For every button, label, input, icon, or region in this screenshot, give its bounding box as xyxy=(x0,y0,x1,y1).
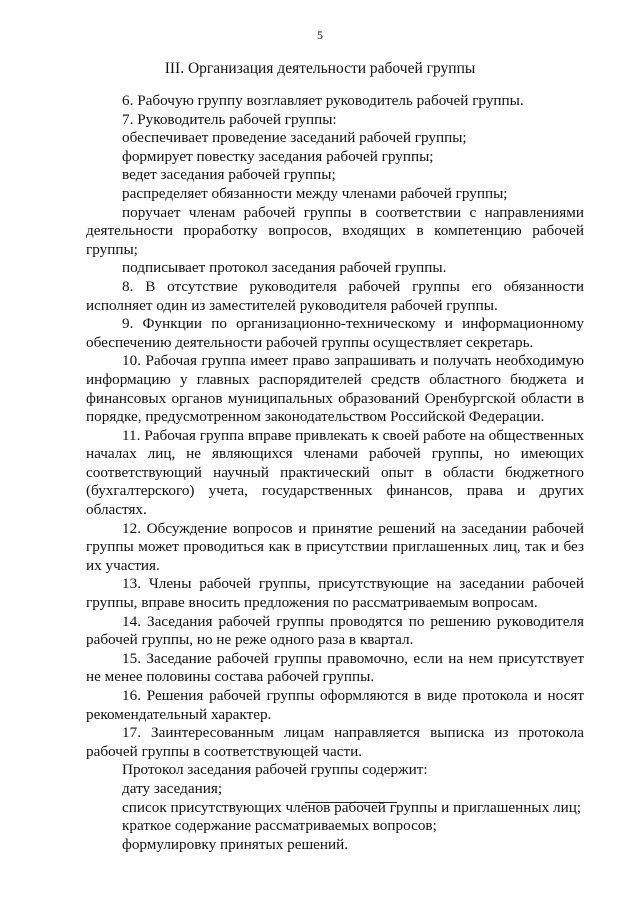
paragraph: 17. Заинтересованным лицам направляется выписка из протокола рабочей группы в соответствующей части. xyxy=(86,724,584,760)
end-separator-line xyxy=(305,802,397,803)
paragraph: 12. Обсуждение вопросов и принятие решений на заседании рабочей группы может проводиться как в присутствии приглашенных лиц, так и без их участия. xyxy=(86,519,584,574)
paragraph: краткое содержание рассматриваемых вопросов; xyxy=(122,817,437,835)
paragraph: обеспечивает проведение заседаний рабочей группы; xyxy=(122,129,467,147)
paragraph: 13. Члены рабочей группы, присутствующие на заседании рабочей группы, вправе вносить предложения по рассматриваемым вопросам. xyxy=(86,575,584,612)
paragraph: подписывает протокол заседания рабочей группы. xyxy=(122,259,447,277)
paragraph: дату заседания; xyxy=(122,779,223,797)
paragraph: формирует повестку заседания рабочей группы; xyxy=(122,147,434,165)
paragraph: 15. Заседание рабочей группы правомочно, если на нем присутствует не менее половины состава рабочей группы. xyxy=(86,649,584,686)
paragraph: 8. В отсутствие руководителя рабочей группы его обязанности исполняет один из заместителей руководителя рабочей группы. xyxy=(86,277,584,314)
section-heading: III. Организация деятельности рабочей группы xyxy=(164,60,476,77)
paragraph: 11. Рабочая группа вправе привлекать к своей работе на общественных началах лиц, не являющихся членами рабочей группы, но имеющих соответствующий научный практический опыт в области бюджетного (бухгалтерского) учета, государственных финансов, права и других областях. xyxy=(86,426,584,519)
paragraph: формулировку принятых решений. xyxy=(122,835,349,853)
page-number: 5 xyxy=(317,28,323,42)
document-body xyxy=(86,92,584,854)
paragraph: распределяет обязанности между членами рабочей группы; xyxy=(122,184,508,202)
paragraph: Протокол заседания рабочей группы содержит: xyxy=(122,761,428,779)
paragraph: список присутствующих членов рабочей группы и приглашенных лиц; xyxy=(122,798,582,816)
paragraph: 6. Рабочую группу возглавляет руководитель рабочей группы. xyxy=(122,92,524,109)
paragraph: 7. Руководитель рабочей группы: xyxy=(122,110,337,128)
paragraph: ведет заседания рабочей группы; xyxy=(122,166,336,184)
paragraph: 16. Решения рабочей группы оформляются в виде протокола и носят рекомендательный характер. xyxy=(86,687,584,723)
paragraph: 9. Функции по организационно-техническому и информационному обеспечению деятельности рабочей группы осуществляет секретарь. xyxy=(86,315,584,351)
paragraph: 10. Рабочая группа имеет право запрашивать и получать необходимую информацию у главных распорядителей средств областного бюджета и финансовых органов муниципальных образований Оренбургской области в порядке, предусмотренном законодательством Российской Федерации. xyxy=(86,352,584,426)
paragraph: поручает членам рабочей группы в соответствии с направлениями деятельности проработку вопросов, входящих в компетенцию рабочей группы; xyxy=(86,203,584,258)
paragraph: 14. Заседания рабочей группы проводятся по решению руководителя рабочей группы, но не реже одного раза в квартал. xyxy=(86,612,584,649)
